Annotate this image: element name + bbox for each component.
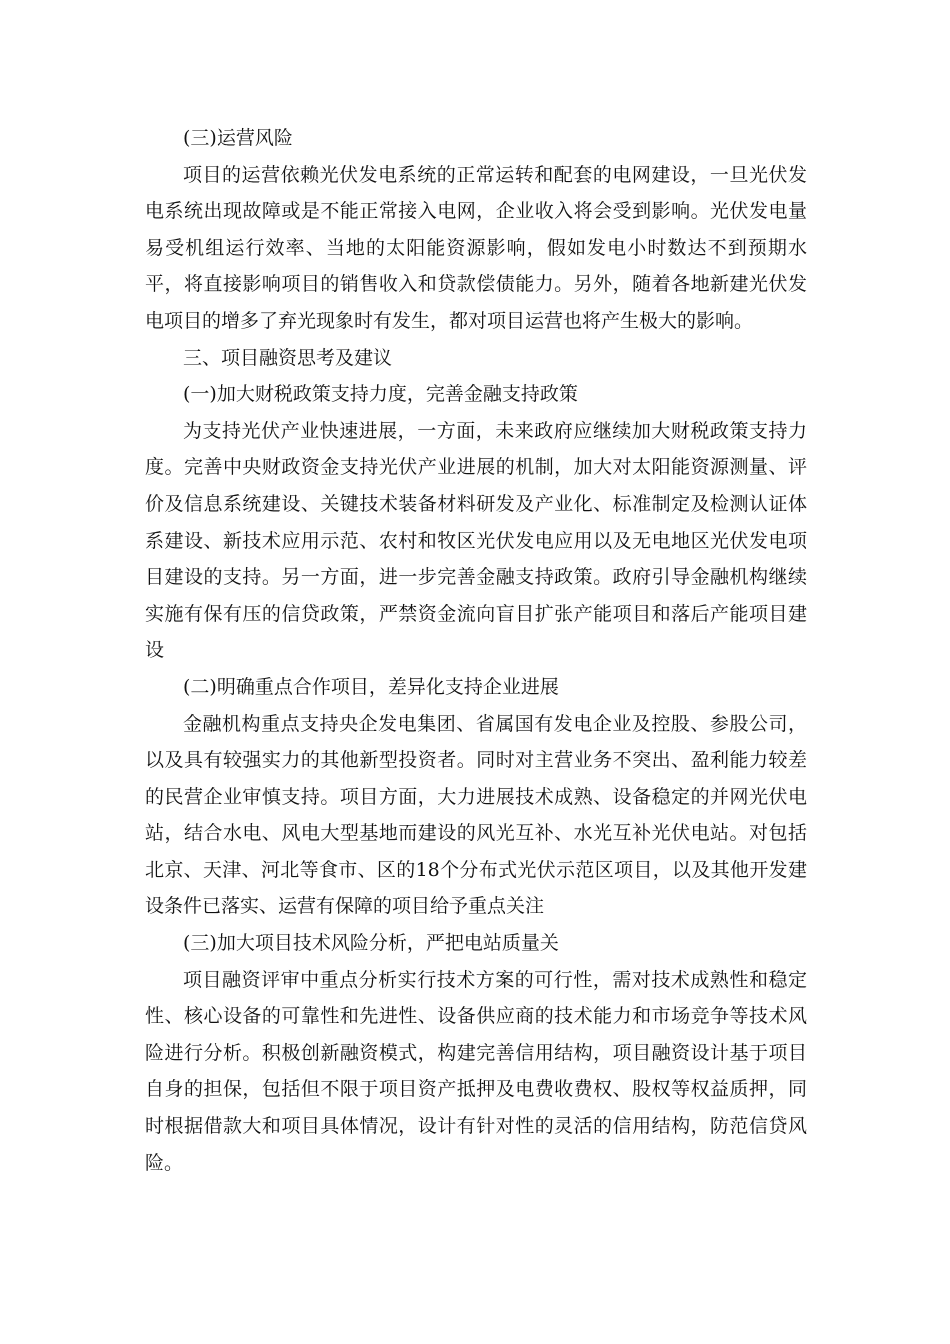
document-body	[145, 120, 807, 1181]
paragraph-fiscal-policy: 为支持光伏产业快速进展，一方面，未来政府应继续加大财税政策支持力度。完善中央财政资金支持光伏产业进展的机制，加大对太阳能资源测量、评价及信息系统建设、关键技术装备材料研发及产业化、标准制定及检测认证体系建设、新技术应用示范、农村和牧区光伏发电应用以及无电地区光伏发电项目建设的支持。另一方面，进一步完善金融支持政策。政府引导金融机构继续实施有保有压的信贷政策，严禁资金流向盲目扩张产能项目和落后产能项目建设	[145, 419, 807, 662]
section-heading-technical-risk: (三)加大项目技术风险分析，严把电站质量关	[183, 932, 559, 955]
paragraph-key-projects: 金融机构重点支持央企发电集团、省属国有发电企业及控股、参股公司，以及具有较强实力的其他新型投资者。同时对主营业务不突出、盈利能力较差的民营企业审慎支持。项目方面，大力进展技术成熟、设备稳定的并网光伏电站，结合水电、风电大型基地而建设的风光互补、水光互补光伏电站。对包括北京、天津、河北等食市、区的18个分布式光伏示范区项目，以及其他开发建设条件已落实、运营有保障的项目给予重点关注	[145, 712, 807, 918]
section-heading-operational-risk: (三)运营风险	[183, 127, 293, 149]
section-heading-key-projects: (二)明确重点合作项目，差异化支持企业进展	[183, 675, 559, 698]
chapter-heading-financing-suggestions: 三、项目融资思考及建议	[183, 346, 393, 369]
paragraph-operational-risk: 项目的运营依赖光伏发电系统的正常运转和配套的电网建设，一旦光伏发电系统出现故障或是不能正常接入电网，企业收入将会受到影响。光伏发电量易受机组运行效率、当地的太阳能资源影响，假如发电小时数达不到预期水平，将直接影响项目的销售收入和贷款偿债能力。另外，随着各地新建光伏发电项目的增多了弃光现象时有发生，都对项目运营也将产生极大的影响。	[145, 163, 807, 332]
section-heading-fiscal-policy: (一)加大财税政策支持力度，完善金融支持政策	[183, 383, 578, 406]
paragraph-technical-risk: 项目融资评审中重点分析实行技术方案的可行性，需对技术成熟性和稳定性、核心设备的可靠性和先进性、设备供应商的技术能力和市场竞争等技术风险进行分析。积极创新融资模式，构建完善信用结构，项目融资设计基于项目自身的担保，包括但不限于项目资产抵押及电费收费权、股权等权益质押，同时根据借款大和项目具体情况，设计有针对性的灵活的信用结构，防范信贷风险。	[145, 968, 807, 1174]
